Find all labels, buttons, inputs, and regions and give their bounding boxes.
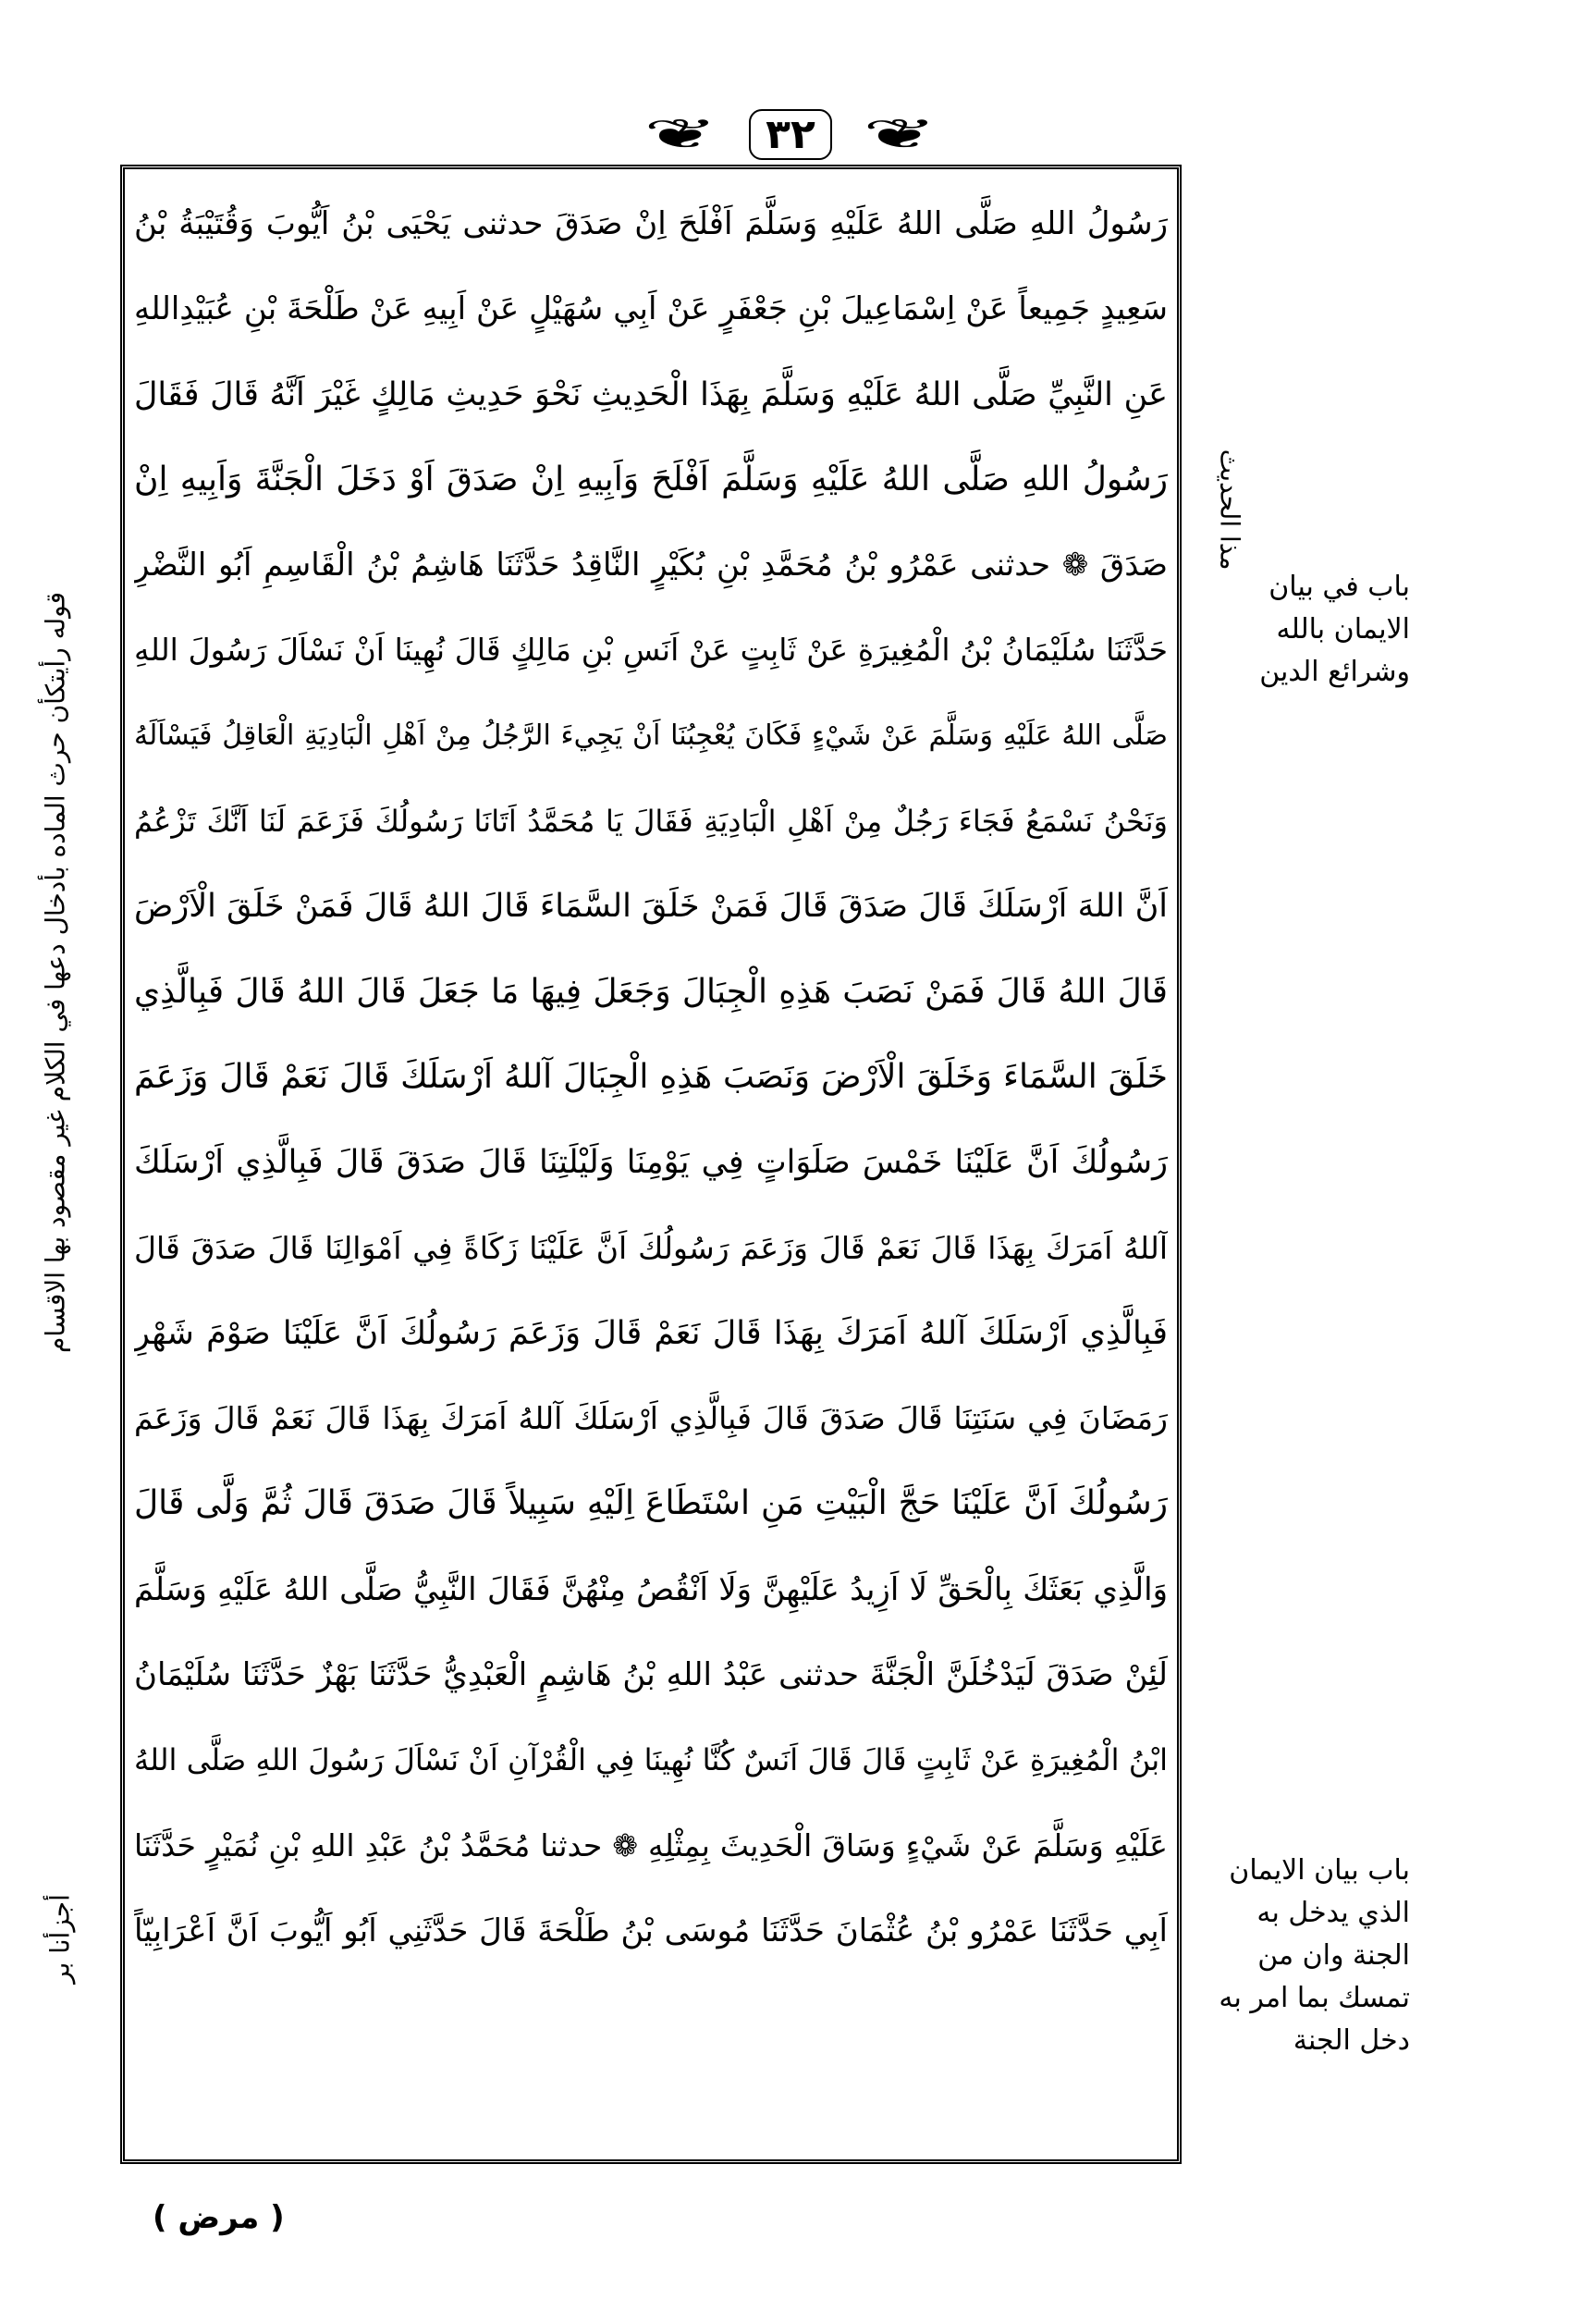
page-header [0, 109, 1581, 160]
text-line: وَالَّذِي بَعَثَكَ بِالْحَقِّ لَا اَزِيدُ عَلَيْهِنَّ وَلَا اَنْقُصُ مِنْهُنَّ فَقَالَ النَّبِيُّ صَلَّى اللهُ عَلَيْهِ وَسَلَّمَ [134, 1570, 1168, 1608]
chapter-heading-1: باب في بيان الايمان بالله وشرائع الدين [1259, 571, 1410, 688]
page-number: ٣٢ [749, 109, 832, 160]
text-line: رَمَضَانَ فِي سَنَتِنَا قَالَ صَدَقَ قَالَ فَبِالَّذِي اَرْسَلَكَ آللهُ اَمَرَكَ بِهَذَا قَالَ نَعَمْ قَالَ وَزَعَمَ [134, 1400, 1168, 1437]
text-line: حَدَّثَنَا سُلَيْمَانُ بْنُ الْمُغِيرَةِ عَنْ ثَابِتٍ عَنْ اَنَسِ بْنِ مَالِكٍ قَالَ نُهِينَا اَنْ نَسْاَلَ رَسُولَ اللهِ [134, 632, 1168, 669]
text-line: فَبِالَّذِي اَرْسَلَكَ آللهُ اَمَرَكَ بِهَذَا قَالَ نَعَمْ قَالَ وَزَعَمَ رَسُولُكَ اَنَّ عَلَيْنَا صَوْمَ شَهْرِ [134, 1314, 1168, 1352]
text-line: رَسُولُكَ اَنَّ عَلَيْنَا خَمْسَ صَلَوَاتٍ فِي يَوْمِنَا وَلَيْلَتِنَا قَالَ صَدَقَ قَالَ فَبِالَّذِي اَرْسَلَكَ [134, 1144, 1168, 1182]
main-text [134, 181, 1168, 1974]
text-line: اَنَّ اللهَ اَرْسَلَكَ قَالَ صَدَقَ قَالَ فَمَنْ خَلَقَ السَّمَاءَ قَالَ اللهُ قَالَ فَمَنْ خَلَقَ الْاَرْضَ [134, 888, 1168, 926]
text-line: لَئِنْ صَدَقَ لَيَدْخُلَنَّ الْجَنَّةَ حدثنى عَبْدُ اللهِ بْنُ هَاشِمٍ الْعَبْدِيُّ حَدَّثَنَا بَهْزٌ حَدَّثَنَا سُلَيْمَانُ [134, 1656, 1168, 1694]
text-line: رَسُولُ اللهِ صَلَّى اللهُ عَلَيْهِ وَسَلَّمَ اَفْلَحَ اِنْ صَدَقَ حدثنى يَحْيَى بْنُ اَيُّوبَ وَقُتَيْبَةُ بْنُ [134, 205, 1168, 242]
text-line: رَسُولُكَ اَنَّ عَلَيْنَا حَجَّ الْبَيْتِ مَنِ اسْتَطَاعَ اِلَيْهِ سَبِيلاً قَالَ صَدَقَ قَالَ ثُمَّ وَلَّى قَالَ [134, 1484, 1168, 1523]
text-line: آللهُ اَمَرَكَ بِهَذَا قَالَ نَعَمْ قَالَ وَزَعَمَ رَسُولُكَ اَنَّ عَلَيْنَا زَكَاةً فِي اَمْوَالِنَا قَالَ صَدَقَ قَالَ [134, 1229, 1168, 1266]
text-line: صَلَّى اللهُ عَلَيْهِ وَسَلَّمَ عَنْ شَيْءٍ فَكَانَ يُعْجِبُنَا اَنْ يَجِيءَ الرَّجُلُ مِنْ اَهْلِ الْبَادِيَةِ الْعَاقِلُ فَيَسْاَلَهُ [134, 719, 1168, 752]
text-line: سَعِيدٍ جَمِيعاً عَنْ اِسْمَاعِيلَ بْنِ جَعْفَرٍ عَنْ اَبِي سُهَيْلٍ عَنْ اَبِيهِ عَنْ طَلْحَةَ بْنِ عُبَيْدِاللهِ [134, 290, 1168, 328]
text-line: عَنِ النَّبِيِّ صَلَّى اللهُ عَلَيْهِ وَسَلَّمَ بِهَذَا الْحَدِيثِ نَحْوَ حَدِيثِ مَالِكٍ غَيْرَ اَنَّهُ قَالَ فَقَالَ [134, 375, 1168, 413]
chapter-heading-2: باب بيان الايمان الذي يدخل به الجنة وان من تمسك بما امر به دخل الجنة [1219, 1854, 1410, 2057]
right-vertical-note: مذا الحديث [1214, 449, 1245, 571]
footer-catchword: ( مرض ) [153, 2199, 285, 2236]
text-line: صَدَقَ ❁ حدثنى عَمْرُو بْنُ مُحَمَّدِ بْنِ بُكَيْرٍ النَّاقِدُ حَدَّثَنَا هَاشِمُ بْنُ الْقَاسِمِ اَبُو النَّضْرِ [134, 547, 1168, 584]
text-line: وَنَحْنُ نَسْمَعُ فَجَاءَ رَجُلٌ مِنْ اَهْلِ الْبَادِيَةِ فَقَالَ يَا مُحَمَّدُ اَتَانَا رَسُولُكَ فَزَعَمَ لَنَا اَنَّكَ تَزْعُمُ [134, 804, 1168, 840]
left-vertical-note-1: قوله رأيتكأن حرث الماده بأدخال دعها في الكلام غير مقصود بها الاقسام [40, 592, 71, 1353]
ornament-right-icon: ❦ [863, 111, 938, 158]
text-line: رَسُولُ اللهِ صَلَّى اللهُ عَلَيْهِ وَسَلَّمَ اَفْلَحَ وَاَبِيهِ اِنْ صَدَقَ اَوْ دَخَلَ الْجَنَّةَ وَاَبِيهِ اِنْ [134, 460, 1168, 498]
text-line: قَالَ اللهُ قَالَ فَمَنْ نَصَبَ هَذِهِ الْجِبَالَ وَجَعَلَ فِيهَا مَا جَعَلَ قَالَ اللهُ قَالَ فَبِالَّذِي [134, 972, 1168, 1011]
text-line: اَبِي حَدَّثَنَا عَمْرُو بْنُ عُثْمَانَ حَدَّثَنَا مُوسَى بْنُ طَلْحَةَ قَالَ حَدَّثَنِي اَبُو اَيُّوبَ اَنَّ اَعْرَابِيّاً [134, 1912, 1168, 1949]
text-line: عَلَيْهِ وَسَلَّمَ عَنْ شَيْءٍ وَسَاقَ الْحَدِيثَ بِمِثْلِهِ ❁ حدثنا مُحَمَّدُ بْنُ عَبْدِ اللهِ بْنِ نُمَيْرٍ حَدَّثَنَا [134, 1826, 1168, 1863]
text-line: خَلَقَ السَّمَاءَ وَخَلَقَ الْاَرْضَ وَنَصَبَ هَذِهِ الْجِبَالَ آللهُ اَرْسَلَكَ قَالَ نَعَمْ قَالَ وَزَعَمَ [134, 1057, 1168, 1096]
left-vertical-note-2: أجزأنا بر [44, 1894, 76, 1984]
ornament-left-icon: ❦ [643, 111, 718, 158]
text-line: ابْنُ الْمُغِيرَةِ عَنْ ثَابِتٍ قَالَ قَالَ اَنَسٌ كُنَّا نُهِينَا فِي الْقُرْآنِ اَنْ نَسْاَلَ رَسُولَ اللهِ صَلَّى اللهُ [134, 1742, 1168, 1778]
